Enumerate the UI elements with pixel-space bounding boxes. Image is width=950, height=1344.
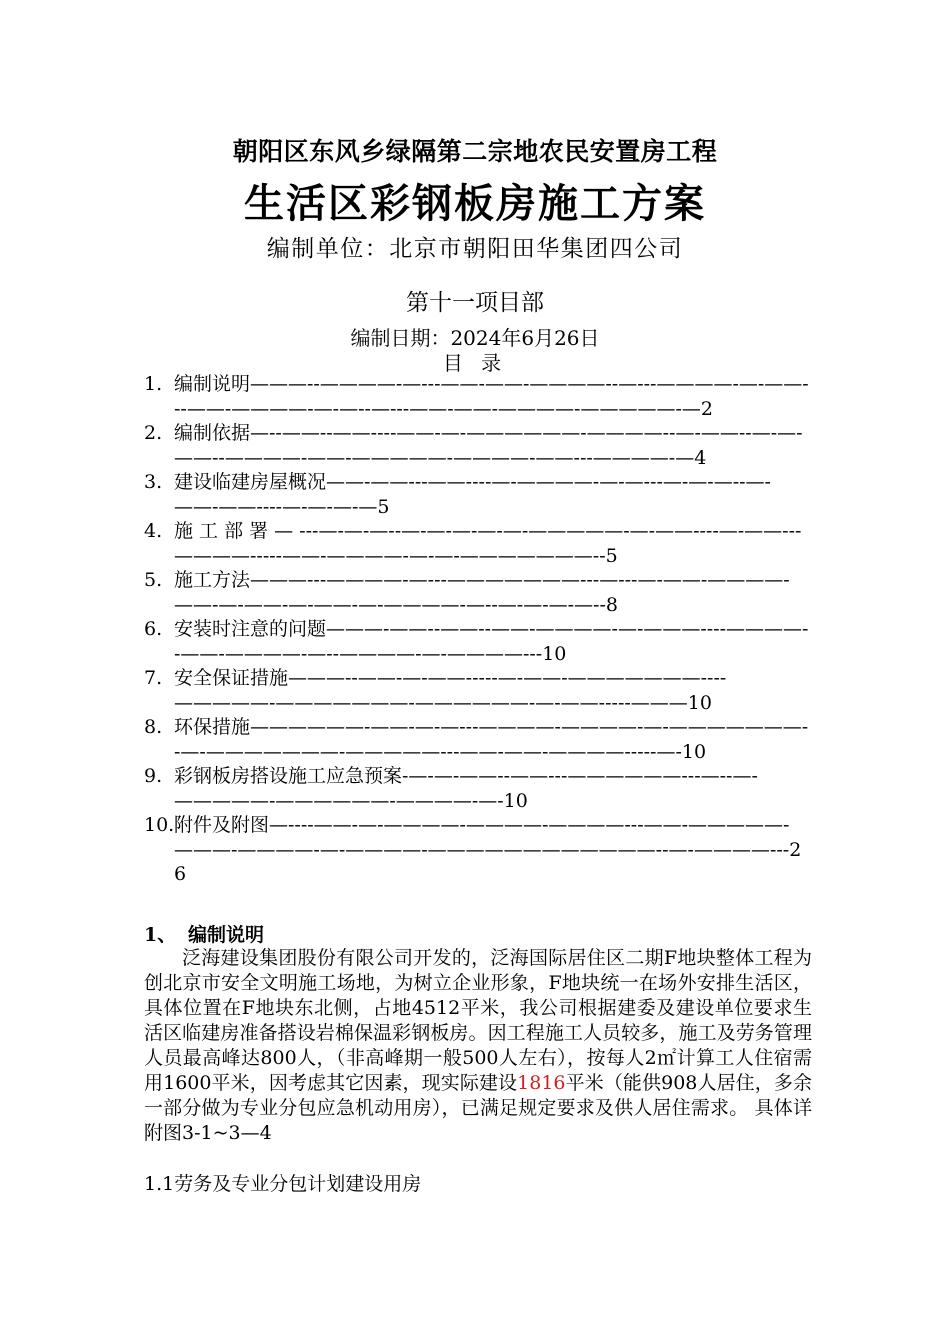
toc-item-text: 附件及附图—----——-—-————-————-————---——-—————-———-————-—-————-————————————--—-————---26	[174, 814, 802, 885]
toc-item-number: 10.	[144, 814, 175, 836]
toc-item-number: 9.	[144, 765, 163, 787]
toc-item-10[interactable]	[144, 813, 812, 887]
toc-item-2[interactable]	[144, 421, 812, 470]
toc-item-8[interactable]	[144, 715, 812, 764]
toc-item-number: 6.	[144, 618, 163, 640]
toc-item-text: 彩钢板房搭设施工应急预案-—-—-——--——---——————---—--—-—————-——————-————-—-10	[174, 765, 758, 812]
toc-item-number: 3.	[144, 471, 163, 493]
toc-item-text: 环保措施——————-——-—-—---————-————-—-———————--—-———————-—————---——-——-————-----—-10	[174, 716, 809, 763]
section-heading	[144, 920, 264, 947]
paragraph-text-b: 平米（能供908人居住，多余一部分做为专业分包应急机动用房），已满足规定要求及供人居住需求。 具体详附图3-1~3—4	[144, 1072, 812, 1144]
section-number: 1、	[144, 924, 177, 946]
toc-heading: 目 录	[442, 351, 508, 375]
toc-item-3[interactable]	[144, 470, 812, 519]
toc-item-text: 编制说明———--————-—---——-——-————--—---————-—-——---——-————-—-—--—---——-——-————-—————-—2	[174, 373, 809, 420]
toc-item-1[interactable]	[144, 372, 812, 421]
compiler-unit: 编制单位：北京市朝阳田华集团四公司	[266, 236, 684, 262]
toc-item-7[interactable]	[144, 666, 812, 715]
toc-item-text: 施工方法———---————-—---———————---—---—-——-————-——-—-——-—-——-—-————-—--—-—-—-—--8	[174, 569, 790, 616]
toc-item-text: 建设临建房屋概况——-——---——----—-————-—-—---—-—-—--—-——-——----—-—-—-—5	[174, 471, 771, 518]
toc-item-text: 编制依据—--——--——----——-—-——————-————--—-——--—-—-——--————-——-—————-————-——---————-—4	[174, 422, 803, 469]
paragraph-text-a: 泛海建设集团股份有限公司开发的，泛海国际居住区二期F地块整体工程为创北京市安全文明施工场地，为树立企业形象，F地块统一在场外安排生活区，具体位置在F地块东北侧，占地4512平米，我公司根据建委及建设单位要求生活区临建房准备搭设岩棉保温彩钢板房。因工程施工人员较多，施工及劳务管理人员最高峰达800人，（非高峰期一般500人左右），按每人2㎡计算工人住宿需用1600平米，因考虑其它因素，现实际建设	[144, 947, 812, 1094]
department: 第十一项目部	[406, 290, 544, 316]
compile-date: 编制日期：2024年6月26日	[350, 326, 600, 350]
toc-item-9[interactable]	[144, 764, 812, 813]
toc-item-6[interactable]	[144, 617, 812, 666]
project-title: 朝阳区东风乡绿隔第二宗地农民安置房工程	[232, 137, 718, 166]
toc-item-number: 8.	[144, 716, 163, 738]
toc-item-text: 施 工 部 署 — ---—-—-—--—-—-—-—-—-—————-—-——----—-——---————-----——-————-—-—-———————--5	[174, 520, 802, 567]
toc-item-number: 4.	[144, 520, 163, 542]
section-paragraph	[144, 946, 812, 1146]
toc-item-5[interactable]	[144, 568, 812, 617]
table-of-contents	[144, 372, 812, 887]
toc-item-number: 5.	[144, 569, 163, 591]
section-title: 编制说明	[188, 924, 265, 946]
toc-item-number: 7.	[144, 667, 163, 689]
document-title: 生活区彩钢板房施工方案	[244, 180, 706, 227]
toc-item-4[interactable]	[144, 519, 812, 568]
toc-item-number: 1.	[144, 373, 163, 395]
highlighted-area-value: 1816	[517, 1072, 566, 1094]
toc-item-text: 安装时注意的问题———-——--——--——-————-—-———----————--——-————-—--————-—-————---10	[174, 618, 809, 665]
toc-item-text: 安全保证措施———--——-—-——-----—-——-———————----—————-———————-——————-—-——-----———10	[174, 667, 727, 714]
toc-item-number: 2.	[144, 422, 163, 444]
subsection-heading: 1.1劳务及专业分包计划建设用房	[144, 1173, 422, 1195]
